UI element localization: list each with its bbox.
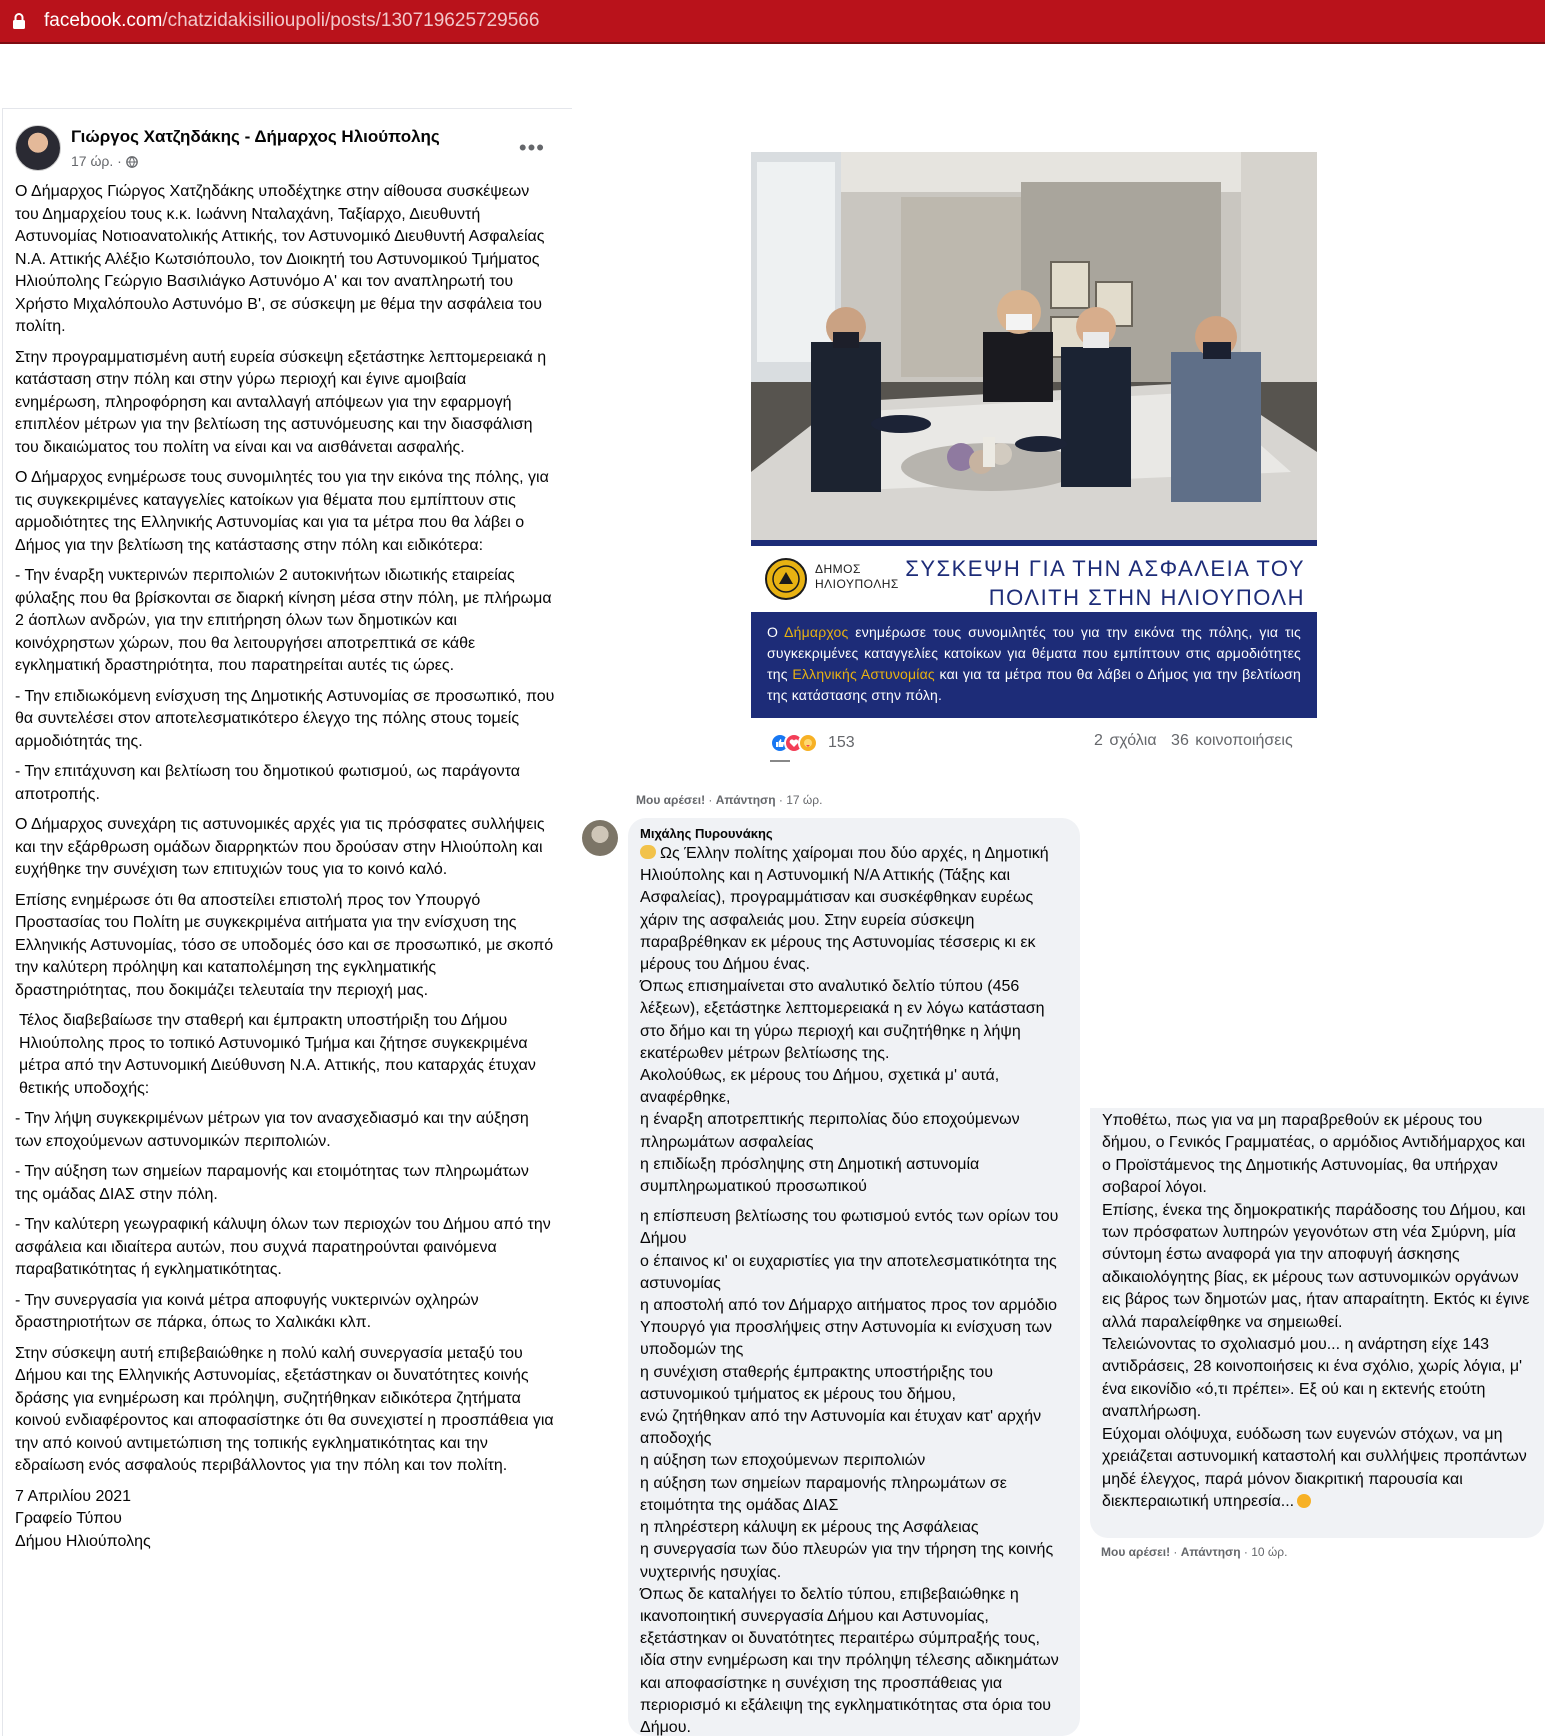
url-path: /chatzidakisilioupoli/posts/130719625729566 <box>162 10 540 31</box>
commenter-name[interactable]: Μιχάλης Πυρουνάκης <box>640 826 773 841</box>
card-title <box>905 554 1305 612</box>
comment-actions: Μου αρέσει! · Απάντηση · 10 ώρ. <box>1101 1545 1288 1559</box>
card-banner <box>751 540 1317 612</box>
reply-action[interactable]: Απάντηση <box>715 793 776 807</box>
card-title-line-1: ΣΥΣΚΕΨΗ ΓΙΑ ΤΗΝ ΑΣΦΑΛΕΙΑ ΤΟΥ <box>905 556 1305 581</box>
caption-part: ενημέρωσε τους συνομιλητές του για την εικόνα της πόλης, για τις συγκεκριμένες καταγγελίες κατοίκων για θέματα που εμπίπτουν στις αρμοδιότητες της <box>767 624 1301 682</box>
comment-line: η έναρξη αποτρεπτικής περιπολίας δύο εποχούμενων πληρωμάτων ασφαλείας <box>640 1111 1020 1151</box>
comment-line <box>640 843 1068 976</box>
comment-continued-text <box>1102 1110 1532 1513</box>
post-header <box>13 125 563 181</box>
municipality-logo-icon <box>765 558 807 600</box>
care-reaction-icon <box>798 733 818 753</box>
comment-line: η επιδίωξη πρόσληψης στη Δημοτική αστυνομία συμπληρωματικού προσωπικού <box>640 1155 980 1196</box>
comment-line: ενώ ζητήθηκαν από την Αστυνομία και έτυχαν κατ' αρχήν αποδοχής <box>640 1408 1042 1448</box>
reply-action[interactable]: Απάντηση <box>1180 1545 1241 1559</box>
comment-time[interactable]: 10 ώρ. <box>1251 1545 1288 1559</box>
address-bar[interactable] <box>0 0 1545 44</box>
card-caption-text <box>767 622 1301 706</box>
comment-line <box>1102 1424 1532 1514</box>
comment-line: η επίσπευση βελτίωσης του φωτισμού εντός των ορίων του Δήμου <box>640 1208 1059 1248</box>
signature-municipality: Δήμου Ηλιούπολης <box>15 1532 151 1550</box>
post-time[interactable]: 17 ώρ. · <box>71 153 122 169</box>
shares-count[interactable]: 36 κοινοποιήσεις <box>1171 732 1293 749</box>
globe-icon <box>126 155 138 167</box>
comment-line: Όπως δε καταλήγει το δελτίο τύπου, επιβεβαιώθηκε η ικανοποιητική συνεργασία Δήμου και Αστυνομίας, εξετάστηκαν οι δυνατότητες περαιτέρω σύμπραξής τους, ιδία στην ενημέρωση και την πρόληψη τέλεσης αδικημάτων και αποφασίστηκε η συνέχιση της προσπάθειας για περιορισμό κι εξάλειψη της εγκληματικότητας στα όρια του Δήμου. <box>640 1585 1059 1736</box>
post-paragraph: - Την συνεργασία για κοινά μέτρα αποφυγής νυκτερινών οχληρών δραστηριοτήτων σε πάρκα, όπως το Χαλικάκι κλπ. <box>15 1291 479 1331</box>
engagement-stats <box>1094 732 1301 750</box>
comment-line: Ακολούθως, εκ μέρους του Δήμου, σχετικά μ' αυτά, αναφέρθηκε, <box>640 1067 1000 1107</box>
caption-highlight: Δήμαρχος <box>784 624 849 640</box>
comment-line-text: Ως Έλλην πολίτης χαίρομαι που δύο αρχές, η Δημοτική Ηλιούπολης και η Αστυνομική Ν/Α Αττικής (Τάξης και Ασφαλείας), προγραμμάτισαν και συσκέφθηκαν ευρέως χάριν της ασφαλειάς μου. Στην ευρεία σύσκεψη παραβρέθηκαν εκ μέρους της Αστυνομίας τέσσερις κι εκ μέρους του Δήμου ένας. <box>640 845 1049 974</box>
post-paragraph: - Την καλύτερη γεωγραφική κάλυψη όλων των περιοχών του Δήμου από την ασφάλεια και ιδιαίτερα αυτών, που συχνά παρατηρούνται φαινόμενα παραβατικότητας ή εγκληματικότητας. <box>15 1216 551 1278</box>
comment-time[interactable]: 17 ώρ. <box>786 793 823 807</box>
comment-gap <box>640 1198 1068 1206</box>
comment-line: η αύξηση των εποχούμενων περιπολιών <box>640 1452 926 1470</box>
post-paragraph: Στην σύσκεψη αυτή επιβεβαιώθηκε η πολύ καλή συνεργασία μεταξύ του Δήμου και της Ελληνικής Αστυνομίας, εξετάστηκαν οι δυνατότητες κοινής δράσης για ενημέρωση και πρόληψη, συζητήθηκαν ειδικότερα ζητήματα κοινού ενδιαφέροντος και αποφασίστηκε ότι θα συνεχιστεί η προσπάθεια για την από κοινού αντιμετώπιση της τοπικής εγκληματικότητας και την εδραίωση ενός ασφαλούς περιβάλλοντος για την πόλη και τον πολίτη. <box>15 1344 554 1474</box>
comment-bubble <box>628 818 1080 1736</box>
post-image-card[interactable] <box>751 152 1317 718</box>
post-paragraph: Ο Δήμαρχος ενημέρωσε τους συνομιλητές του για την εικόνα της πόλης, για τις συγκεκριμένες καταγγελίες κατοίκων για θέματα που εμπίπτουν στις αρμοδιότητες της Ελληνικής Αστυνομίας και για τα μέτρα που θα λάβει ο Δήμος για την βελτίωση της κατάστασης στην πόλη και ειδικότερα: <box>15 469 549 554</box>
comment-line: Τελειώνοντας το σχολιασμό μου... η ανάρτηση είχε 143 αντιδράσεις, 28 κοινοποιήσεις κι ένα σχόλιο, χωρίς λόγια, μ' ένα εικονίδιο «ό,τι πρέπει». Εξ ού και η εκτενής ετούτη αναπλήρωση. <box>1102 1336 1523 1421</box>
comment-line: η συνεργασία των δύο πλευρών για την τήρηση της κοινής νυχτερινής ησυχίας. <box>640 1541 1054 1581</box>
meeting-photo <box>751 152 1317 540</box>
comment-actions: Μου αρέσει! · Απάντηση · 17 ώρ. <box>636 793 823 807</box>
more-options-icon[interactable]: ••• <box>518 135 545 160</box>
post-paragraph: - Την αύξηση των σημείων παραμονής και ετοιμότητας των πληρωμάτων της ομάδας ΔΙΑΣ στην πόλη. <box>15 1163 529 1203</box>
post-signature <box>15 1486 555 1554</box>
like-action[interactable]: Μου αρέσει! <box>636 793 706 807</box>
post-paragraph: Στην προγραμματισμένη αυτή ευρεία σύσκεψη εξετάστηκε λεπτομερειακά η κατάσταση στην πόλη και στην γύρω περιοχή και έγινε αμοιβαία ενημέρωση, πληροφόρηση και ανταλλαγή απόψεων για την εφαρμογή επιπλέον μέτρων για την βελτίωση της αστυνόμευσης και την διασφάλιση του δικαιώματος του πολίτη να είναι και να αισθάνεται ασφαλής. <box>15 348 547 456</box>
comment-line: η πληρέστερη κάλυψη εκ μέρους της Ασφάλειας <box>640 1519 979 1537</box>
comment-line: ο έπαινος κι' οι ευχαριστίες για την αποτελεσματικότητα της αστυνομίας <box>640 1252 1057 1292</box>
lock-icon <box>12 13 26 29</box>
post-paragraph: Ο Δήμαρχος Γιώργος Χατζηδάκης υποδέχτηκε στην αίθουσα συσκέψεων του Δημαρχείου τους κ.κ. Ιωάννη Νταλαχάνη, Ταξίαρχο, Διευθυντή Αστυνομίας Νοτιοανατολικής Αττικής, τον Αστυνομικό Διευθυντή Ασφαλείας Ν.Α. Αττικής Αλέξιο Κωτσιόπουλο, τον Διοικητή του Αστυνομικού Τμήματος Ηλιούπολης Γεώργιο Βασιλιάγκο Αστυνόμο Α' και τον αναπληρωτή του Χρήστο Μιχαλόπουλο Αστυνόμο Β', σε σύσκεψη με θέμα την ασφάλεια του πολίτη. <box>15 183 545 335</box>
caption-highlight: Ελληνικής Αστυνομίας <box>792 666 935 682</box>
post-paragraph: Επίσης ενημέρωσε ότι θα αποστείλει επιστολή προς τον Υπουργό Προστασίας του Πολίτη με συγκεκριμένα αιτήματα για την ενίσχυση της Ελληνικής Αστυνομίας, τόσο σε υποδομές όσο και σε προσωπικό, με σκοπό την καλύτερη πρόληψη και καταπολέμηση της εγκληματικής δραστηριότητας, που δοκιμάζει τελευταία την περιοχή μας. <box>15 891 554 999</box>
logo-line-1: ΔΗΜΟΣ <box>815 562 861 576</box>
comment-continued-bubble <box>1090 1108 1544 1538</box>
thinking-emoji-icon <box>1297 1494 1311 1508</box>
post-paragraph: - Την λήψη συγκεκριμένων μέτρων για τον ανασχεδιασμό και την αύξηση των εποχούμενων αστυνομικών περιπολιών. <box>15 1110 529 1150</box>
card-title-line-2: ΠΟΛΙΤΗ ΣΤΗΝ ΗΛΙΟΥΠΟΛΗ <box>988 585 1305 610</box>
post-body <box>15 181 555 1553</box>
comment-line: η αύξηση των σημείων παραμονής πληρωμάτων σε ετοιμότητα της ομάδας ΔΙΑΣ <box>640 1474 1007 1514</box>
comment-line: Όπως επισημαίνεται στο αναλυτικό δελτίο τύπου (456 λέξεων), εξετάστηκε λεπτομερειακά η εν λόγω κατάσταση στο δήμο και τη γύρω περιοχή και συζητήθηκε η λήψη εκατέρωθεν μέτρων βελτίωσης της. <box>640 978 1045 1062</box>
post-meta <box>71 153 138 169</box>
post-paragraph: Τέλος διαβεβαίωσε την σταθερή και έμπρακτη υποστήριξη του Δήμου Ηλιούπολης προς το τοπικό Αστυνομικό Τμήμα και ζήτησε συγκεκριμένα μέτρα από την Αστυνομική Διεύθυνση Ν.Α. Αττικής, που καταρχάς έτυχαν θετικής υποδοχής: <box>19 1012 536 1097</box>
sun-cloud-emoji-icon <box>640 845 656 859</box>
reaction-count[interactable]: 153 <box>828 734 855 751</box>
post-author[interactable]: Γιώργος Χατζηδάκης - Δήμαρχος Ηλιούπολης <box>71 127 440 146</box>
signature-office: Γραφείο Τύπου <box>15 1510 122 1527</box>
logo-line-2: ΗΛΙΟΥΠΟΛΗΣ <box>815 577 899 591</box>
post-paragraph: - Την έναρξη νυκτερινών περιπολιών 2 αυτοκινήτων ιδιωτικής εταιρείας φύλαξης που θα βρίσκονται σε διαρκή κίνηση μέσα στην πόλη, με πλήρωμα 2 άοπλων ανδρών, για την επιτήρηση όλων των δημοτικών και κοινόχρηστων χώρων, που θα λειτουργήσει αποτρεπτικά σε κάθε εγκληματική δραστηριότητα, που παρατηρείται αυτές τις ώρες. <box>15 567 552 674</box>
divider <box>770 760 790 762</box>
post-paragraph: - Την επιδιωκόμενη ενίσχυση της Δημοτικής Αστυνομίας σε προσωπικό, που θα συντελέσει στον αποτελεσματικότερο έλεγχο της πόλης στους τομείς αρμοδιότητάς της. <box>15 687 555 750</box>
post-paragraph: Ο Δήμαρχος συνεχάρη τις αστυνομικές αρχές για τις πρόσφατες συλλήψεις και την εξάρθρωση ομάδων διαρρηκτών που δρούσαν στην Ηλιούπολη και ευχήθηκε την συνέχιση των επιτυχιών τους για το κοινό καλό. <box>15 816 545 878</box>
post-paragraph: - Την επιτάχυνση και βελτίωση του δημοτικού φωτισμού, ως παράγοντα αποτροπής. <box>15 763 520 803</box>
municipality-name <box>815 562 899 592</box>
caption-part: και για τα μέτρα που θα λάβει ο Δήμος για την βελτίωση της κατάστασης στην πόλη. <box>767 666 1301 703</box>
reactions-summary[interactable] <box>770 733 855 753</box>
url-host: facebook.com <box>44 10 163 31</box>
comment-line: Υποθέτω, πως για να μη παραβρεθούν εκ μέρους του δήμου, ο Γενικός Γραμματέας, ο αρμόδιος Αντιδήμαρχος και ο Προϊστάμενος της Δημοτικής Αστυνομίας, θα υπήρχαν σοβαροί λόγοι. <box>1102 1112 1526 1197</box>
comment-text <box>640 843 1068 1736</box>
author-avatar[interactable] <box>15 125 61 171</box>
commenter-avatar[interactable] <box>582 820 618 856</box>
caption-part: Ο <box>767 624 785 640</box>
comment-line: Επίσης, ένεκα της δημοκρατικής παράδοσης του Δήμου, και των πρόσφατων λυπηρών γεγονότων στη νέα Σμύρνη, μία σύντομη έστω αναφορά για την αποφυγή άσκησης αδικαιολόγητης βίας, εκ μέρους των αστυνομικών οργάνων εις βάρος των δημοτών μας, ήταν απαραίτητη. Εκτός κι έγινε αλλά παραλείφθηκε να σημειωθεί. <box>1102 1201 1530 1331</box>
signature-date: 7 Απριλίου 2021 <box>15 1487 132 1505</box>
url-text[interactable] <box>44 10 539 32</box>
comment-line-text: Εύχομαι ολόψυχα, ευόδωση των ευγενών στόχων, να μη χρειάζεται αστυνομική καταστολή και συλλήψεις προπάντων μηδέ έλεγχος, παρά μόνον διακριτική παρουσία και διεκπεραιωτική υπηρεσία... <box>1102 1425 1527 1510</box>
comments-count[interactable]: 2 σχόλια <box>1094 732 1157 749</box>
comment-line: η συνέχιση σταθερής έμπρακτης υποστήριξης του αστυνομικού τμήματος εκ μέρους του δήμου, <box>640 1363 993 1403</box>
post <box>2 108 572 1736</box>
like-action[interactable]: Μου αρέσει! <box>1101 1545 1171 1559</box>
card-caption <box>751 612 1317 718</box>
comment-line: η αποστολή από τον Δήμαρχο αιτήματος προς τον αρμόδιο Υπουργό για προσλήψεις στην Αστυνομία κι ενίσχυση των υποδομών της <box>640 1297 1057 1359</box>
